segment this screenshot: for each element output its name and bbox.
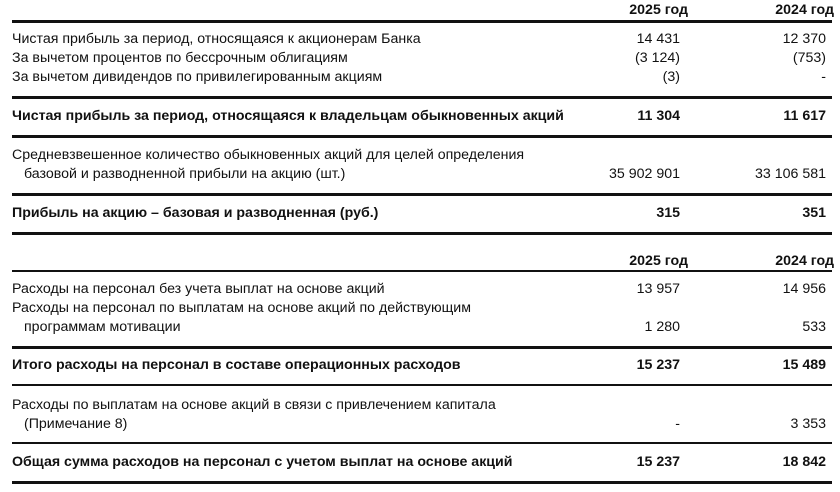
table-row-total: Прибыль на акцию – базовая и разводненная (руб.) 315 351 (12, 205, 826, 221)
table-row: Средневзвешенное количество обыкновенных акций для целей определения (12, 147, 525, 163)
divider (12, 193, 832, 196)
divider (12, 481, 832, 484)
table-row: Расходы на персонал без учета выплат на основе акций 13 957 14 956 (12, 281, 826, 297)
divider (12, 270, 832, 272)
divider (12, 20, 832, 23)
divider (12, 232, 832, 235)
divider (12, 346, 832, 349)
table-row: Расходы по выплатам на основе акций в связи с привлечением капитала (12, 397, 496, 413)
table-row: базовой и разводненной прибыли на акцию (шт.) 35 902 901 33 106 581 (24, 166, 826, 182)
table-row-total: Итого расходы на персонал в составе операционных расходов 15 237 15 489 (12, 357, 826, 373)
eps-header-2025: 2025 год (629, 2, 688, 18)
table-row: (Примечание 8) - 3 353 (24, 416, 826, 432)
table-row: За вычетом дивидендов по привилегированным акциям (3) - (12, 69, 826, 85)
divider (12, 384, 832, 386)
staff-header-2024: 2024 год (775, 253, 834, 269)
divider (12, 135, 832, 138)
eps-header-2024: 2024 год (775, 2, 834, 18)
table-row: Чистая прибыль за период, относящаяся к акционерам Банка 14 431 12 370 (12, 31, 826, 47)
divider (12, 96, 832, 99)
table-row-total: Общая сумма расходов на персонал с учетом выплат на основе акций 15 237 18 842 (12, 454, 826, 470)
staff-header-2025: 2025 год (629, 253, 688, 269)
table-row: Расходы на персонал по выплатам на основе акций по действующим (12, 300, 471, 316)
table-row-total: Чистая прибыль за период, относящаяся к владельцам обыкновенных акций 11 304 11 617 (12, 108, 826, 124)
divider (12, 442, 832, 444)
table-row: программам мотивации 1 280 533 (24, 319, 826, 335)
table-row: За вычетом процентов по бессрочным облигациям (3 124) (753) (12, 50, 826, 66)
